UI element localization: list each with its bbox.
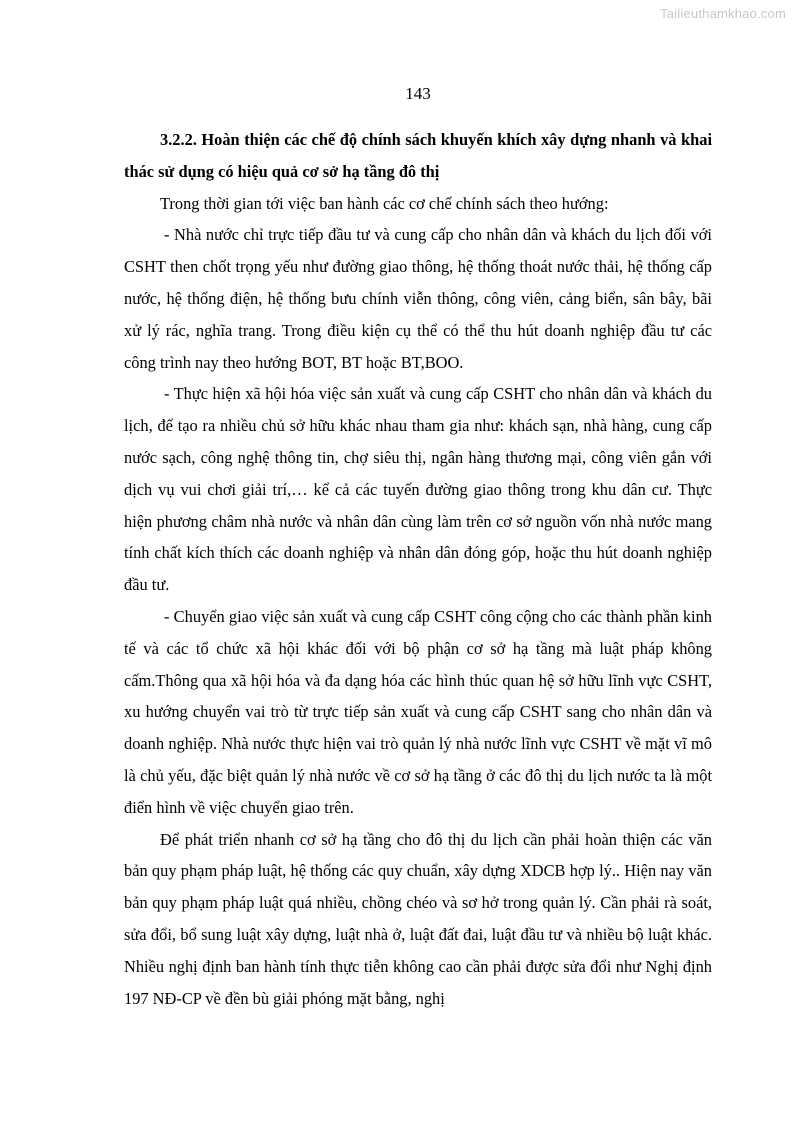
page-number: 143 bbox=[405, 84, 431, 103]
document-body bbox=[124, 124, 712, 1014]
paragraph-conclusion: Để phát triển nhanh cơ sở hạ tầng cho đô thị du lịch cần phải hoàn thiện các văn bản quy phạm pháp luật, hệ thống các quy chuẩn, xây dựng XDCB hợp lý.. Hiện nay văn bản quy phạm pháp luật quá nhiều, chồng chéo và sơ hở trong quản lý. Cần phải rà soát, sửa đổi, bổ sung luật xây dựng, luật nhà ở, luật đất đai, luật đầu tư và nhiều bộ luật khác. Nhiều nghị định ban hành tính thực tiễn không cao cần phải được sửa đổi như Nghị định 197 NĐ-CP về đền bù giải phóng mặt bằng, nghị bbox=[124, 829, 712, 1008]
section-heading: 3.2.2. Hoàn thiện các chế độ chính sách khuyến khích xây dựng nhanh và khai thác sử dụng có hiệu quả cơ sở hạ tầng đô thị bbox=[124, 130, 712, 181]
paragraph-bullet-3: - Chuyển giao việc sản xuất và cung cấp CSHT công cộng cho các thành phần kinh tế và các tổ chức xã hội khác đối với bộ phận cơ sở hạ tầng mà luật pháp không cấm.Thông qua xã hội hóa và đa dạng hóa các hình thúc quan hệ sở hữu lĩnh vực CSHT, xu hướng chuyển vai trò từ trực tiếp sản xuất và cung cấp CSHT sang cho nhân dân và doanh nghiệp. Nhà nước thực hiện vai trò quản lý nhà nước lĩnh vực CSHT về mặt vĩ mô là chủ yếu, đặc biệt quản lý nhà nước về cơ sở hạ tầng ở các đô thị du lịch nước ta là một điển hình về việc chuyển giao trên. bbox=[124, 606, 712, 817]
paragraph-intro: Trong thời gian tới việc ban hành các cơ chế chính sách theo hướng: bbox=[160, 193, 609, 213]
paragraph-bullet-1: - Nhà nước chỉ trực tiếp đầu tư và cung cấp cho nhân dân và khách du lịch đối với CSHT then chốt trọng yếu như đường giao thông, hệ thống thoát nước thải, hệ thống cấp nước, hệ thống điện, hệ thống bưu chính viễn thông, công viên, cảng biển, sân bây, bãi xử lý rác, nghĩa trang. Trong điều kiện cụ thể có thể thu hút doanh nghiệp đầu tư các công trình nay theo hướng BOT, BT hoặc BT,BOO. bbox=[124, 225, 712, 372]
paragraph-bullet-2: - Thực hiện xã hội hóa việc sản xuất và cung cấp CSHT cho nhân dân và khách du lịch, để tạo ra nhiều chủ sở hữu khác nhau tham gia như: khách sạn, nhà hàng, cung cấp nước sạch, công nghệ thông tin, chợ siêu thị, ngân hàng thương mại, công viên gắn với dịch vụ vui chơi giải trí,… kể cả các tuyến đường giao thông trong khu dân cư. Thực hiện phương châm nhà nước và nhân dân cùng làm trên cơ sở nguồn vốn nhà nước mang tính chất kích thích các doanh nghiệp và nhân dân đóng góp, hoặc thu hút doanh nghiệp đầu tư. bbox=[124, 384, 712, 595]
watermark: Tailieuthamkhao.com bbox=[660, 6, 786, 21]
